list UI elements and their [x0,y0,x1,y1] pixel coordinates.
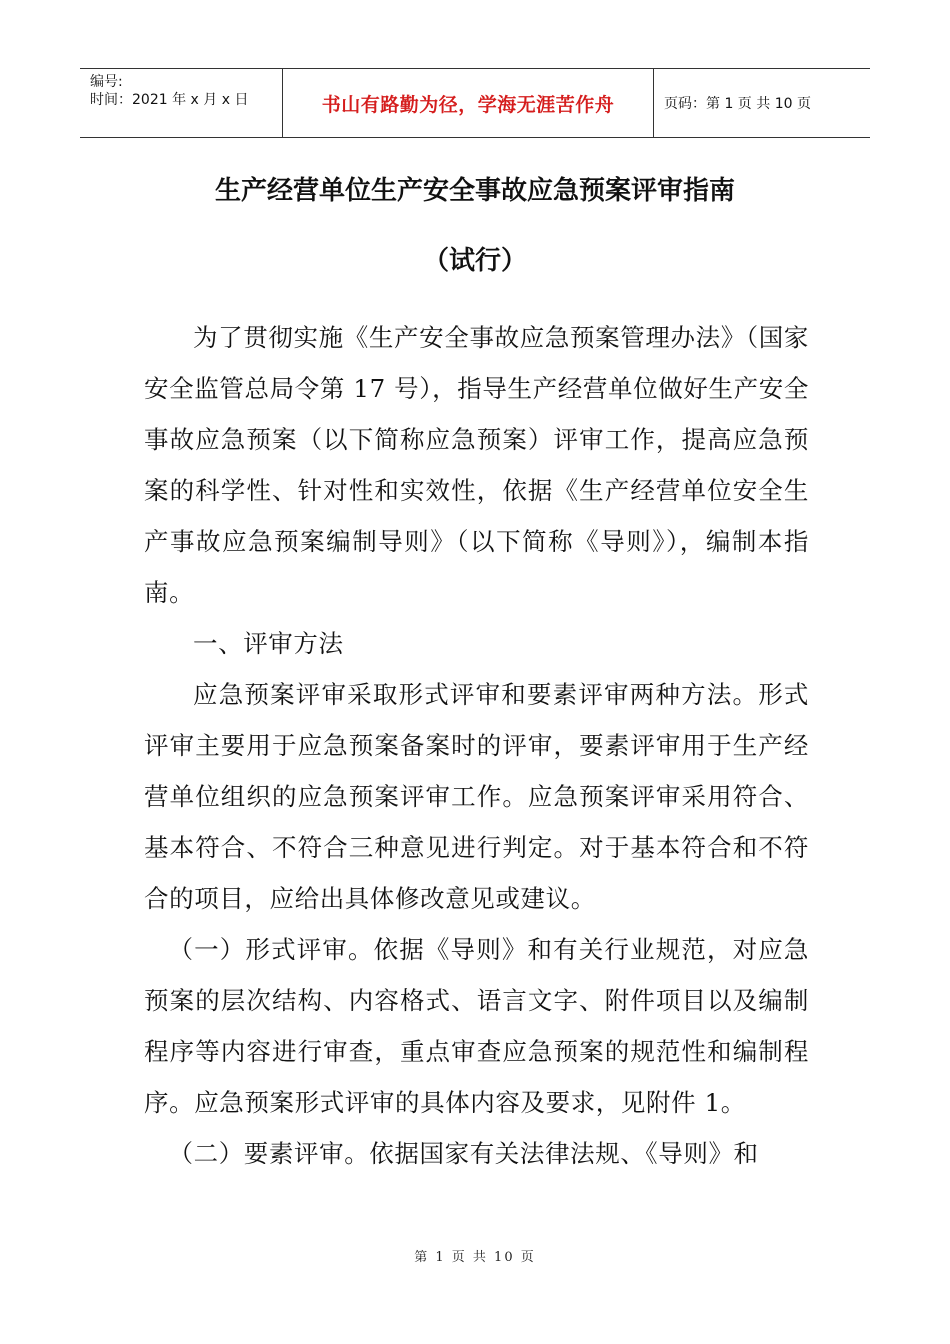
paragraph-element-review: （二）要素评审。依据国家有关法律法规、《导则》和 [168,1139,759,1168]
header-motto: 书山有路勤为径，学海无涯苦作舟 [282,69,654,137]
paragraph-formal-review: （一）形式评审。依据《导则》和有关行业规范，对应急预案的层次结构、内容格式、语言文字、附件项目以及编制程序等内容进行审查，重点审查应急预案的规范性和编制程序。应急预案形式评审的具体内容及要求，见附件 1。 [144,935,809,1117]
paragraph-intro: 为了贯彻实施《生产安全事故应急预案管理办法》（国家安全监管总局令第 17 号），指导生产经营单位做好生产安全事故应急预案（以下简称应急预案）评审工作，提高应急预案的科学性、针对性和实效性，依据《生产经营单位安全生产事故应急预案编制导则》（以下简称《导则》），编制本指南。 [144,323,809,607]
number-label: 编号: [90,74,123,90]
document-subtitle: （试行） [422,246,527,276]
document-title: 生产经营单位生产安全事故应急预案评审指南 [214,176,735,206]
time-label: 时间：2021 年 x 月 x 日 [90,92,249,108]
header-meta [80,69,282,137]
page-footer: 第 1 页 共 10 页 [414,1250,536,1265]
paragraph-review-method: 应急预案评审采取形式评审和要素评审两种方法。形式评审主要用于应急预案备案时的评审，要素评审用于生产经营单位组织的应急预案评审工作。应急预案评审采用符合、基本符合、不符合三种意见进行判定。对于基本符合和不符合的项目，应给出具体修改意见或建议。 [144,680,809,913]
header-page-info: 页码：第 1 页 共 10 页 [664,96,811,112]
document-body [144,312,809,1179]
document-header [80,68,870,138]
section-heading-review-method: 一、评审方法 [193,629,344,658]
